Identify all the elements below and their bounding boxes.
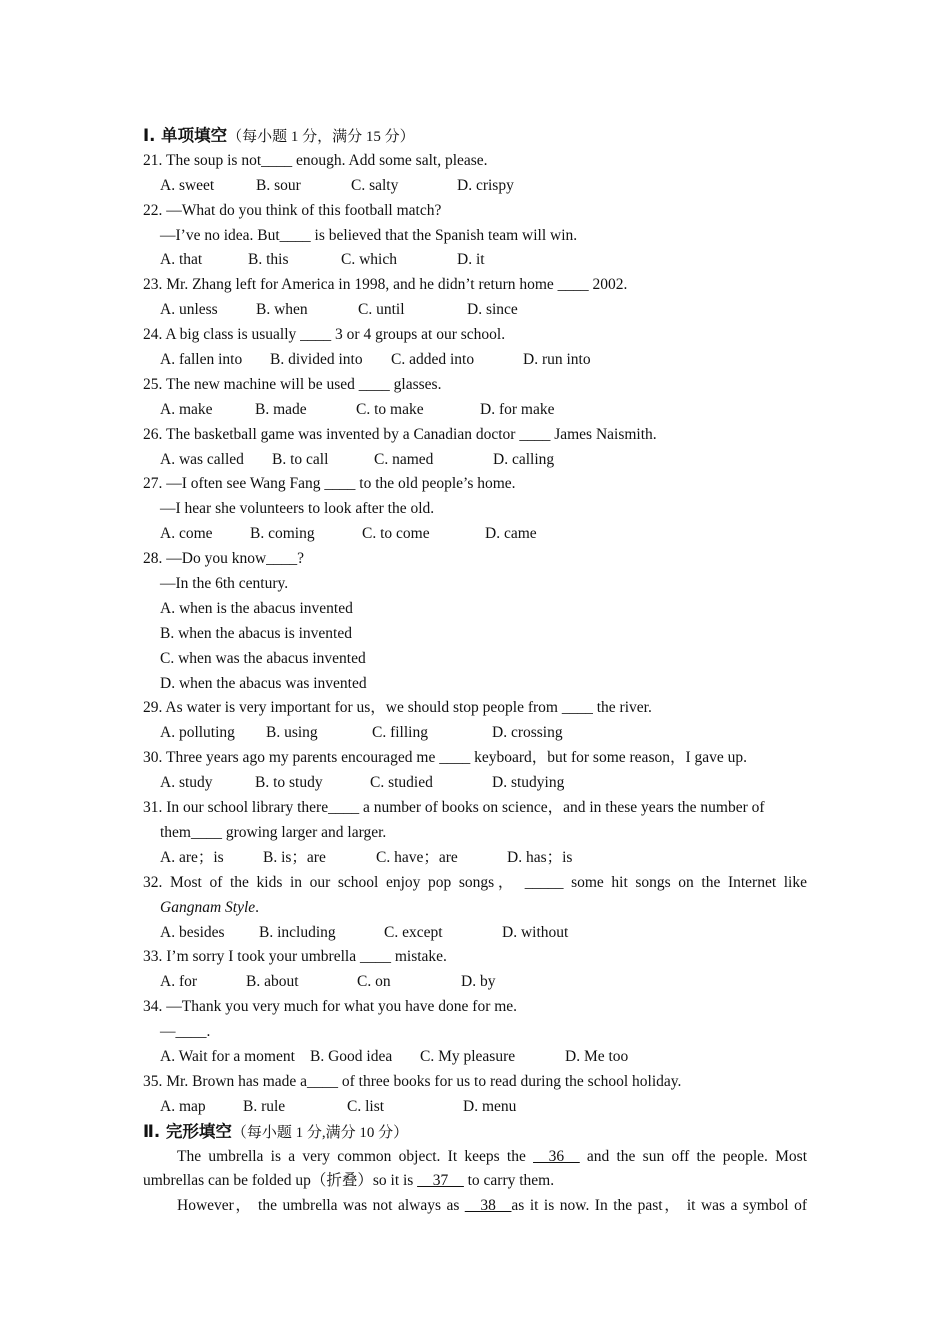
option-b: B. sour [256,176,301,194]
option-a: A. come [160,525,213,543]
option-d: D. it [457,251,485,269]
option-d: D. has；is [507,848,573,866]
question-30: 30. Three years ago my parents encouraged me ____ keyboard，but for some reason，I gave up. [143,749,748,767]
option-a: A. when is the abacus invented [160,599,353,617]
option-c: C. filling [372,724,428,742]
option-b: B. including [259,923,336,941]
section-1-title: Ⅰ. 单项填空 [143,126,228,145]
question-32: 32. Most of the kids in our school enjoy pop songs， _____ some hit songs on the Internet like [143,873,807,891]
option-d: D. crossing [492,724,563,742]
passage-line-2 [143,1169,807,1194]
blank-38: __38__ [464,1197,512,1215]
passage-text: as it is now. In the past， it was a symbol of [511,1197,807,1215]
option-c: C. on [357,973,391,991]
options-34 [143,1045,807,1070]
question-21: 21. The soup is not____ enough. Add some salt, please. [143,151,488,169]
option-b: B. about [246,973,299,991]
option-b: B. made [255,400,307,418]
option-d: D. without [502,923,569,941]
song-title: Gangnam Style [160,898,256,916]
option-d: D. Me too [565,1047,629,1065]
question-24: 24. A big class is usually ____ 3 or 4 groups at our school. [143,326,506,344]
options-23 [143,298,807,323]
option-c: C. to make [356,400,424,418]
options-32 [143,921,807,946]
option-b: B. Good idea [310,1047,393,1065]
option-a: A. sweet [160,176,215,194]
question-31-cont: them____ growing larger and larger. [160,823,387,841]
passage-line-3 [143,1194,807,1219]
option-c: C. added into [391,351,475,369]
option-b: B. to call [272,450,329,468]
option-d: D. for make [480,400,555,418]
option-c: C. salty [351,176,399,194]
option-b: B. divided into [270,351,363,369]
option-a: A. besides [160,923,225,941]
option-a: A. was called [160,450,244,468]
question-28: 28. —Do you know____? [143,550,305,568]
option-d: D. by [461,973,496,991]
option-a: A. that [160,251,203,269]
options-33 [143,970,807,995]
option-b: B. coming [250,525,315,543]
options-21 [143,174,807,199]
option-d: D. since [467,301,518,319]
passage-text: umbrellas can be folded up（折叠）so it is [143,1172,418,1190]
option-a: A. study [160,774,213,792]
option-d: D. run into [523,351,591,369]
question-29: 29. As water is very important for us，we should stop people from ____ the river. [143,699,652,717]
option-b: B. this [248,251,289,269]
option-c: C. list [347,1097,385,1115]
question-28-reply: —In the 6th century. [160,575,289,593]
passage-text: The umbrella is a very common object. It keeps the [177,1147,534,1165]
option-b: B. is；are [263,848,326,866]
exam-page [143,124,807,1219]
option-d: D. calling [493,450,555,468]
question-34-reply: —____. [160,1023,211,1041]
options-22 [143,248,807,273]
option-b: B. when [256,301,308,319]
option-c: C. which [341,251,397,269]
option-c: C. when was the abacus invented [160,649,366,667]
option-a: A. map [160,1097,206,1115]
option-a: A. fallen into [160,351,243,369]
section-2-note: （每小题 1 分,满分 10 分） [231,1124,409,1141]
blank-36: __36__ [533,1147,580,1165]
section-1-note: （每小题 1 分，满分 15 分） [227,129,415,145]
option-a: A. make [160,400,213,418]
options-25 [143,398,807,423]
option-b: B. to study [255,774,323,792]
passage-text: and the sun off the people. Most [579,1147,808,1165]
option-c: C. studied [370,774,433,792]
option-d: D. studying [492,774,565,792]
option-a: A. are；is [160,848,224,866]
option-b: B. when the abacus is invented [160,624,352,642]
question-22-reply: —I’ve no idea. But____ is believed that the Spanish team will win. [160,226,578,244]
question-22: 22. —What do you think of this football match? [143,201,442,219]
option-c: C. My pleasure [420,1047,516,1065]
question-26: 26. The basketball game was invented by a Canadian doctor ____ James Naismith. [143,425,657,443]
question-25: 25. The new machine will be used ____ glasses. [143,375,442,393]
passage-text: However， the umbrella was not always as [177,1197,465,1215]
blank-37: __37__ [417,1172,464,1190]
option-d: D. when the abacus was invented [160,674,367,692]
question-35: 35. Mr. Brown has made a____ of three books for us to read during the school holiday. [143,1072,682,1090]
option-c: C. named [374,450,434,468]
option-d: D. menu [463,1097,517,1115]
option-c: C. have；are [376,848,458,866]
option-b: B. using [266,724,318,742]
option-c: C. to come [362,525,430,543]
option-a: A. Wait for a moment [160,1047,295,1065]
options-31 [143,846,807,871]
section-2-heading [143,1120,807,1145]
section-2-title: Ⅱ. 完形填空 [143,1121,232,1141]
option-b: B. rule [243,1097,286,1115]
option-d: D. crispy [457,176,514,194]
options-29 [143,721,807,746]
options-30 [143,771,807,796]
question-23: 23. Mr. Zhang left for America in 1998, and he didn’t return home ____ 2002. [143,276,628,294]
question-27-reply: —I hear she volunteers to look after the old. [160,500,435,518]
period: . [255,898,260,916]
options-26 [143,448,807,473]
question-27: 27. —I often see Wang Fang ____ to the old people’s home. [143,475,516,493]
option-a: A. unless [160,301,218,319]
option-c: C. until [358,301,405,319]
options-27 [143,522,807,547]
option-c: C. except [384,923,443,941]
options-35 [143,1095,807,1120]
question-33: 33. I’m sorry I took your umbrella ____ mistake. [143,948,447,966]
question-32-cont [143,896,807,921]
passage-line-1 [143,1145,807,1170]
option-a: A. polluting [160,724,235,742]
options-24 [143,348,807,373]
passage-text: to carry them. [463,1172,555,1190]
option-a: A. for [160,973,198,991]
question-31: 31. In our school library there____ a number of books on science，and in these years the number of [143,799,765,817]
question-34: 34. —Thank you very much for what you have done for me. [143,998,518,1016]
section-1-heading [143,124,807,149]
option-d: D. came [485,525,537,543]
